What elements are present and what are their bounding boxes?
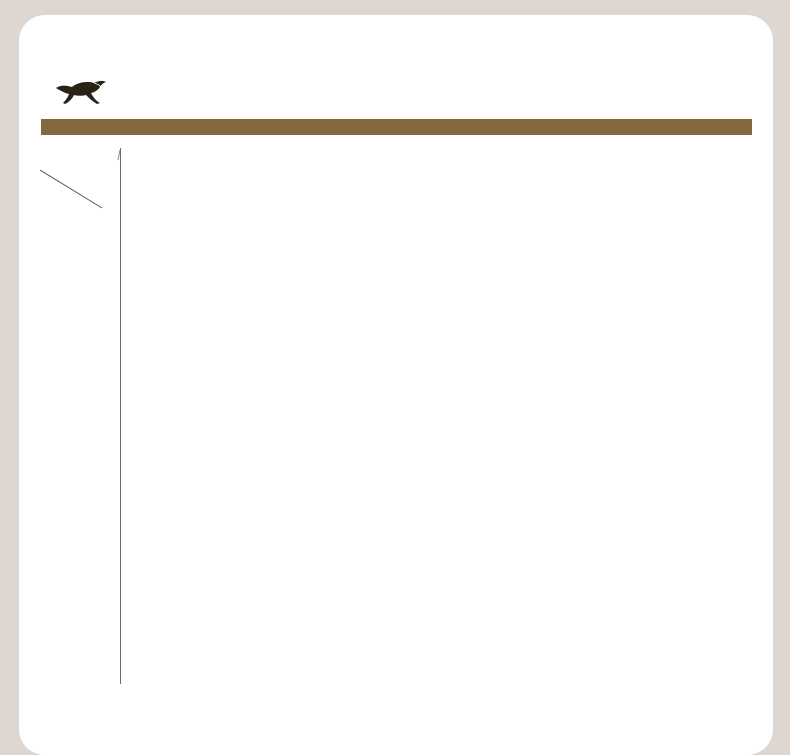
weight-header-row [121,196,758,232]
running-horse-logo [54,78,108,106]
brand-color-bar [41,119,752,135]
corner-diagonal-line [40,150,122,210]
